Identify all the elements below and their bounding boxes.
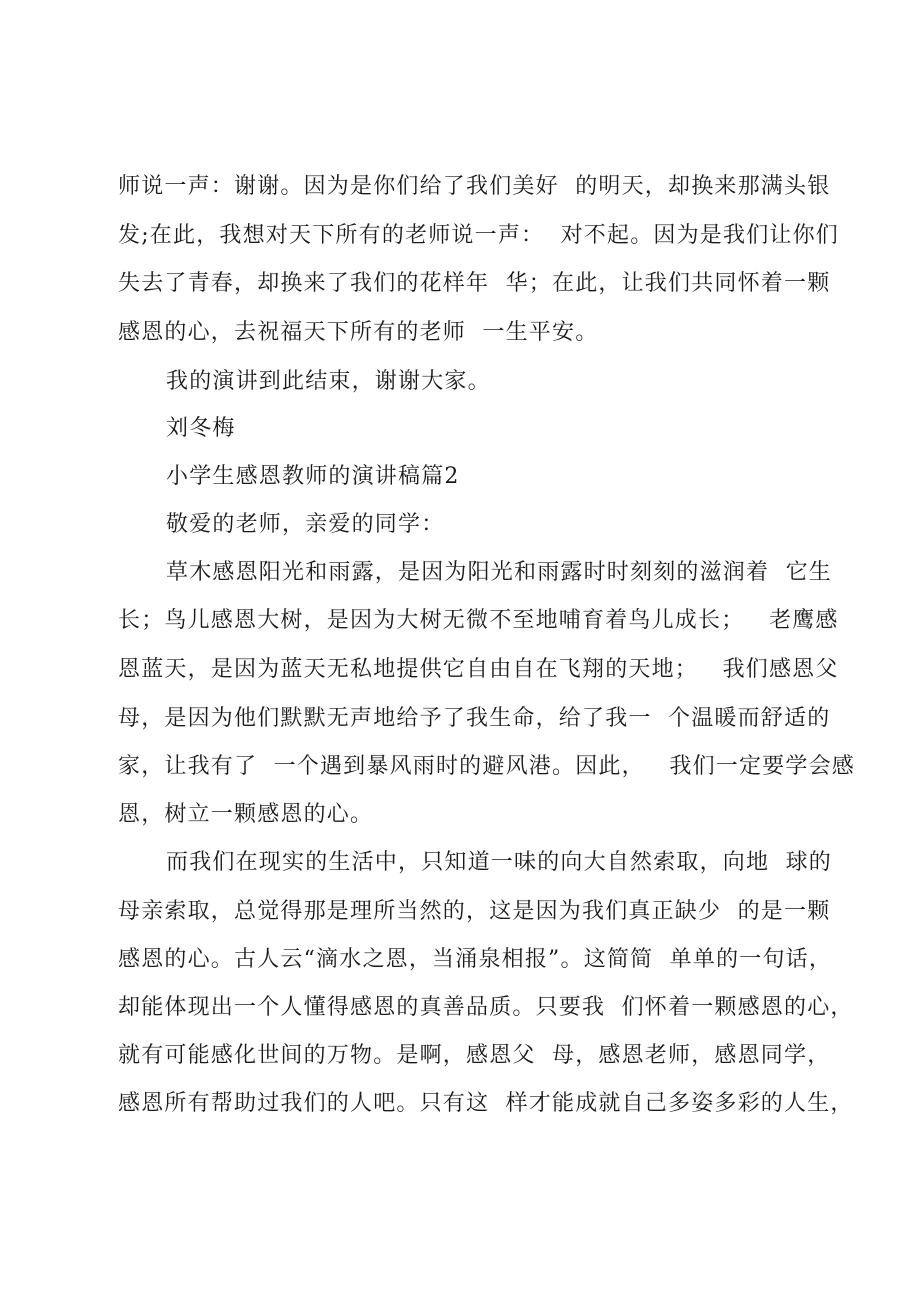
text-line: 恩蓝天，是因为蓝天无私地提供它自由自在飞翔的天地； 我们感恩父 (118, 657, 839, 682)
text-line: 师说一声：谢谢。因为是你们给了我们美好 的明天，却换来那满头银 (118, 174, 831, 199)
author-name: 刘冬梅 (166, 416, 236, 441)
text-line: 母，是因为他们默默无声地给予了我生命，给了我一 个温暖而舒适的 (118, 706, 831, 731)
text-line: 而我们在现实的生活中，只知道一味的向大自然索取，向地 球的 (166, 850, 832, 875)
section-title: 小学生感恩教师的演讲稿篇2 (166, 464, 460, 489)
text-line: 家，让我有了 一个遇到暴风雨时的避风港。因此， 我们一定要学会感 (118, 754, 855, 779)
text-line: 却能体现出一个人懂得感恩的真善品质。只要我 们怀着一颗感恩的心， (118, 995, 854, 1020)
text-line: 感恩的心。古人云“滴水之恩，当涌泉相报”。这简简 单单的一句话， (118, 947, 833, 972)
text-line: 失去了青春，却换来了我们的花样年 华；在此，让我们共同怀着一颗 (118, 271, 831, 296)
text-line: 发;在此，我想对天下所有的老师说一声： 对不起。因为是我们让你们 (118, 223, 840, 248)
closing-line: 我的演讲到此结束，谢谢大家。 (166, 369, 491, 394)
text-line: 恩，树立一颗感恩的心。 (118, 802, 374, 827)
salutation: 敬爱的老师，亲爱的同学： (166, 512, 445, 537)
text-line: 感恩的心，去祝福天下所有的老师 一生平安。 (118, 320, 599, 345)
text-line: 就有可能感化世间的万物。是啊，感恩父 母，感恩老师，感恩同学， (118, 1043, 831, 1068)
text-line: 长；鸟儿感恩大树，是因为大树无微不至地哺育着鸟儿成长； 老鹰感 (118, 608, 839, 633)
text-line: 草木感恩阳光和雨露，是因为阳光和雨露时时刻刻的滋润着 它生 (166, 560, 832, 585)
text-line: 母亲索取，总觉得那是理所当然的，这是因为我们真正缺少 的是一颗 (118, 899, 831, 924)
text-line: 感恩所有帮助过我们的人吧。只有这 样才能成就自己多姿多彩的人生， (118, 1091, 854, 1116)
